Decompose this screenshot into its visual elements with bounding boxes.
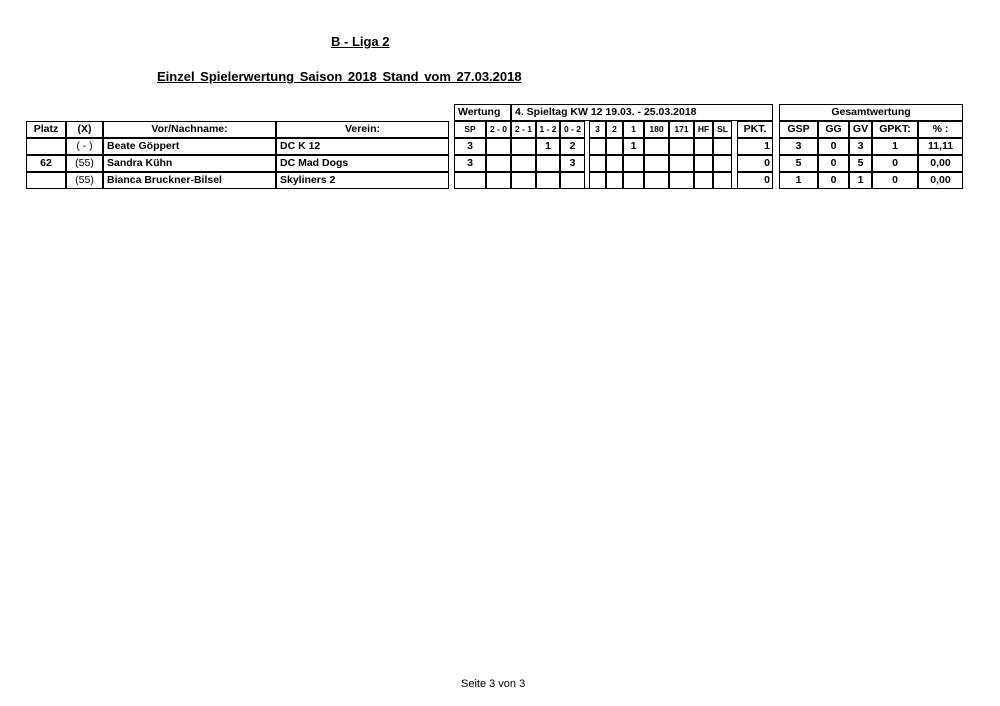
table-cell-s02: 3 [560, 155, 585, 172]
table-cell-x: (55) [66, 172, 103, 189]
table-cell-gpkt: 0 [872, 155, 918, 172]
table-block-border [26, 121, 449, 189]
table-cell-pkt: 1 [737, 138, 773, 155]
group-header-gesamt: Gesamtwertung [779, 104, 963, 121]
column-header-platz: Platz [26, 121, 66, 138]
table-cell-pct: 11,11 [918, 138, 963, 155]
table-cell-gv: 3 [849, 138, 872, 155]
table-cell-x: (55) [66, 155, 103, 172]
table-cell-c1: 1 [623, 138, 644, 155]
table-cell-gpkt: 0 [872, 172, 918, 189]
table-cell-pct: 0,00 [918, 172, 963, 189]
table-cell-sp: 3 [454, 155, 486, 172]
group-header-wertung: Wertung [454, 104, 511, 121]
column-header-sp: SP [454, 121, 486, 138]
table-block-border [454, 104, 773, 189]
table-cell-name: Beate Göppert [103, 138, 276, 155]
column-header-pkt: PKT. [737, 121, 773, 138]
column-header-s20: 2 - 0 [486, 121, 511, 138]
table-cell-name: Bianca Bruckner-Bilsel [103, 172, 276, 189]
table-cell-gpkt: 1 [872, 138, 918, 155]
column-header-s02: 0 - 2 [560, 121, 585, 138]
table-block-border [779, 104, 963, 189]
page-subtitle: Einzel Spielerwertung Saison 2018 Stand vom 27.03.2018 [157, 69, 522, 84]
table-cell-gv: 1 [849, 172, 872, 189]
column-header-s12: 1 - 2 [536, 121, 560, 138]
table-cell-x: ( - ) [66, 138, 103, 155]
column-header-s21: 2 - 1 [511, 121, 536, 138]
table-cell-gg: 0 [818, 172, 849, 189]
column-header-pct: % : [918, 121, 963, 138]
column-header-c1: 1 [623, 121, 644, 138]
table-cell-verein: Skyliners 2 [276, 172, 449, 189]
table-cell-verein: DC K 12 [276, 138, 449, 155]
table-cell-s02: 2 [560, 138, 585, 155]
table-cell-gg: 0 [818, 138, 849, 155]
column-header-c171: 171 [669, 121, 694, 138]
table-cell-pct: 0,00 [918, 155, 963, 172]
table-cell-gsp: 5 [779, 155, 818, 172]
page-footer: Seite 3 von 3 [461, 678, 526, 690]
column-header-c3: 3 [589, 121, 606, 138]
table-cell-name: Sandra Kühn [103, 155, 276, 172]
table-cell-s12: 1 [536, 138, 560, 155]
column-header-hf: HF [694, 121, 713, 138]
column-header-c2: 2 [606, 121, 623, 138]
table-cell-gsp: 3 [779, 138, 818, 155]
table-cell-gg: 0 [818, 155, 849, 172]
column-header-x: (X) [66, 121, 103, 138]
table-cell-gsp: 1 [779, 172, 818, 189]
table-cell-pkt: 0 [737, 172, 773, 189]
table-cell-sp: 3 [454, 138, 486, 155]
column-header-gv: GV [849, 121, 872, 138]
table-cell-platz: 62 [26, 155, 66, 172]
column-header-verein: Verein: [276, 121, 449, 138]
page-title: B - Liga 2 [331, 34, 390, 49]
table-cell-verein: DC Mad Dogs [276, 155, 449, 172]
column-header-gsp: GSP [779, 121, 818, 138]
column-header-c180: 180 [644, 121, 669, 138]
table-cell-pkt: 0 [737, 155, 773, 172]
group-header-spieltag: 4. Spieltag KW 12 19.03. - 25.03.2018 [511, 104, 773, 121]
table-cell-gv: 5 [849, 155, 872, 172]
column-header-gg: GG [818, 121, 849, 138]
column-header-name: Vor/Nachname: [103, 121, 276, 138]
column-header-sl: SL [713, 121, 732, 138]
column-header-gpkt: GPKT: [872, 121, 918, 138]
